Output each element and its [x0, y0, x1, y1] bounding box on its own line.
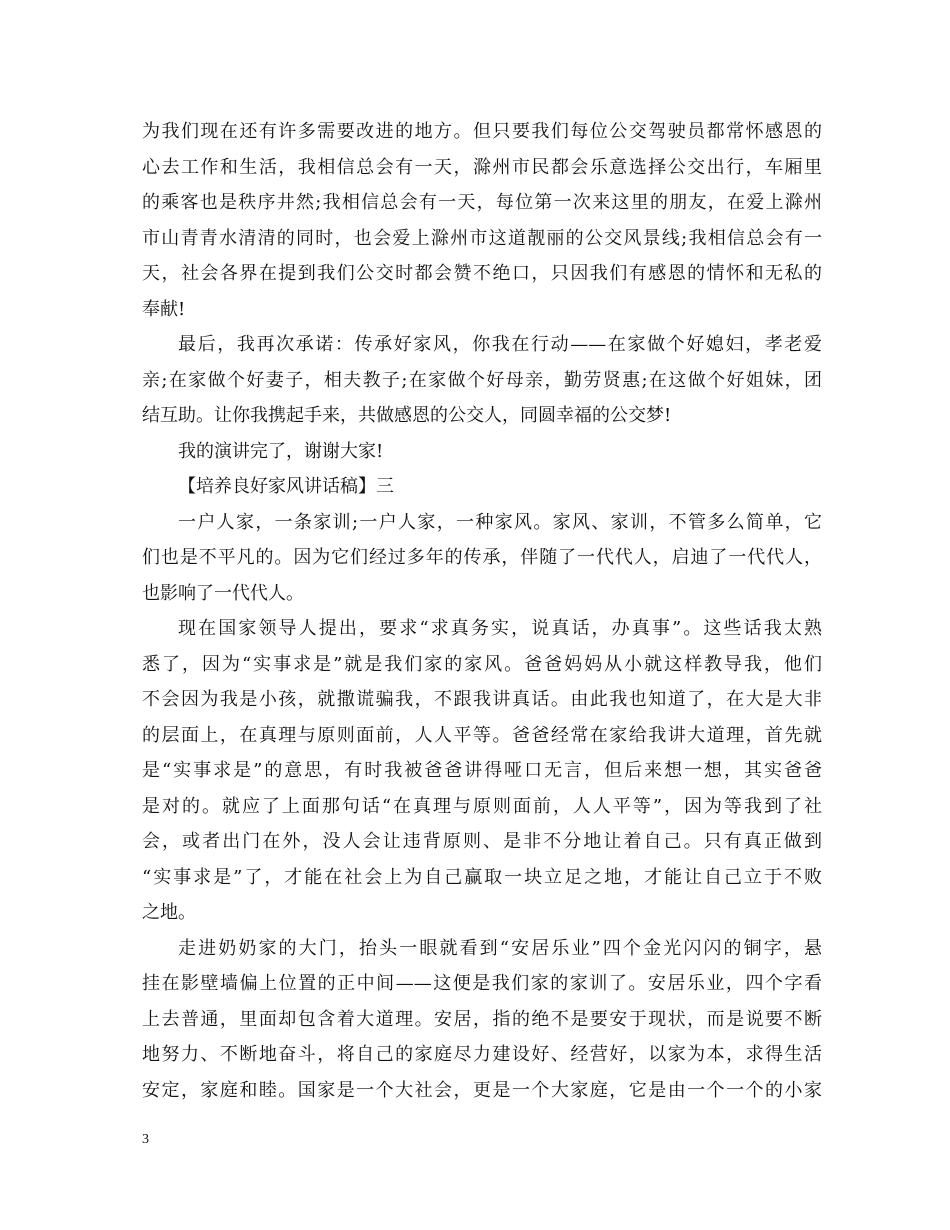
text-line: 上去普通，里面却包含着大道理。安居，指的绝不是要安于现状，而是说要不断	[142, 1008, 822, 1030]
text-line: 也影响了一代代人。	[142, 582, 304, 604]
text-line: 结互助。让你我携起手来，共做感恩的公交人，同圆幸福的公交梦!	[142, 405, 672, 426]
text-line: 不会因为我是小孩，就撒谎骗我，不跟我讲真话。由此我也知道了，在大是大非	[142, 689, 822, 710]
text-line: 奉献!	[142, 298, 186, 320]
text-line: 市山青青水清清的同时，也会爱上滁州市这道靓丽的公交风景线;我相信总会有一	[142, 227, 822, 249]
text-line: 亲;在家做个好妻子，相夫教子;在家做个好母亲，勤劳贤惠;在这做个好姐妹，团	[142, 369, 822, 391]
text-line: 为我们现在还有许多需要改进的地方。但只要我们每位公交驾驶员都常怀感恩的	[142, 121, 822, 142]
text-line: “实事求是”了，才能在社会上为自己赢取一块立足之地，才能让自己立于不败	[142, 866, 822, 888]
text-line: 地努力、不断地奋斗，将自己的家庭尽力建设好、经营好，以家为本，求得生活	[142, 1044, 822, 1065]
text-line: 是“实事求是”的意思，有时我被爸爸讲得哑口无言，但后来想一想，其实爸爸	[142, 760, 822, 781]
section-heading: 【培养良好家风讲话稿】三	[178, 476, 394, 497]
page-number: 3	[142, 1132, 149, 1147]
paragraph-start-line: 一户人家，一条家训;一户人家，一种家风。家风、家训，不管多么简单，它	[178, 511, 822, 533]
text-line: 挂在影壁墙偏上位置的正中间——这便是我们家的家训了。安居乐业，四个字看	[142, 973, 822, 994]
text-line: 们也是不平凡的。因为它们经过多年的传承，伴随了一代代人，启迪了一代代人，	[142, 547, 822, 568]
text-line: 会，或者出门在外，没人会让违背原则、是非不分地让着自己。只有真正做到	[142, 831, 822, 852]
text-line: 悉了，因为“实事求是”就是我们家的家风。爸爸妈妈从小就这样教导我，他们	[142, 653, 822, 675]
paragraph-start-line: 我的演讲完了，谢谢大家!	[178, 440, 384, 462]
paragraph-start-line: 最后，我再次承诺：传承好家风，你我在行动——在家做个好媳妇，孝老爱	[178, 334, 822, 355]
text-line: 心去工作和生活，我相信总会有一天，滁州市民都会乐意选择公交出行，车厢里	[142, 156, 822, 178]
text-line: 之地。	[142, 902, 196, 923]
paragraph-start-line: 走进奶奶家的大门，抬头一眼就看到“安居乐业”四个金光闪闪的铜字，悬	[178, 937, 822, 959]
text-line: 安定，家庭和睦。国家是一个大社会，更是一个大家庭，它是由一个一个的小家	[142, 1079, 822, 1101]
text-line: 是对的。就应了上面那句话“在真理与原则面前，人人平等”，因为等我到了社	[142, 795, 822, 817]
document-body	[142, 114, 822, 1108]
text-line: 的乘客也是秩序井然;我相信总会有一天，每位第一次来这里的朋友，在爱上滁州	[142, 192, 822, 213]
text-line: 的层面上，在真理与原则面前，人人平等。爸爸经常在家给我讲大道理，首先就	[142, 724, 822, 746]
paragraph-start-line: 现在国家领导人提出，要求“求真务实，说真话，办真事”。这些话我太熟	[178, 618, 822, 639]
text-line: 天，社会各界在提到我们公交时都会赞不绝口，只因我们有感恩的情怀和无私的	[142, 263, 822, 284]
